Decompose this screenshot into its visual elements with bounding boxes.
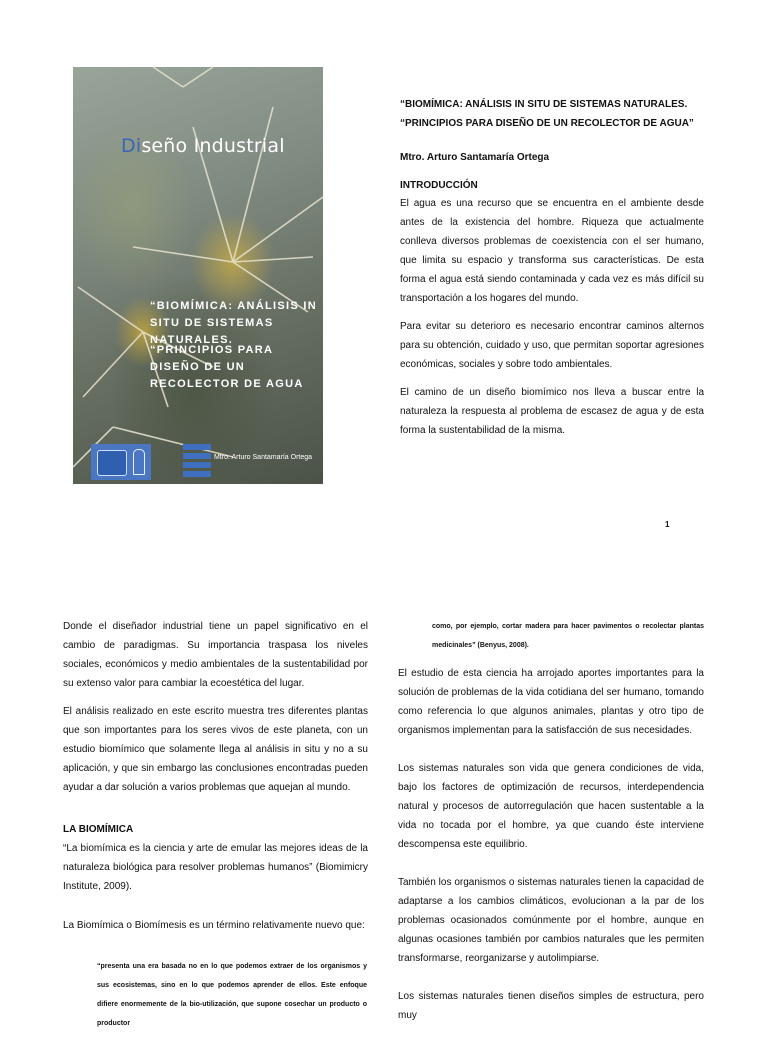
paragraph: La Biomímica o Biomímesis es un término relativamente nuevo que: [63, 920, 365, 931]
cover-subtitle-1: “BIOMÍMICA: ANÁLISIS IN SITU DE SISTEMAS NATURALES. [150, 300, 317, 346]
cactus-spines-graphic [73, 67, 323, 484]
paragraph: El análisis realizado en este escrito muestra tres diferentes plantas que son importantes para los seres vivos de este planeta, con un estudio biomímico que solamente llega al análisis in situ y no a su aplicación, y que sin embargo las conclusiones encontradas pueden ayudar a dar solución a varios problemas que aquejan al mundo. [63, 706, 368, 793]
cover-author: Mtro. Arturo Santamaría Ortega [214, 454, 313, 461]
paragraph: También los organismos o sistemas naturales tienen la capacidad de adaptarse a los cambios climáticos, evolucionan a la par de los problemas ocasionados comúnmente por el hombre, aunque en algunas ocasiones también por cambios naturales que les permiten transformarse, reorganizarse y autolimpiarse. [398, 877, 704, 964]
block-quote-continuation: como, por ejemplo, cortar madera para hacer pavimentos o recolectar plantas medicinales” (Benyus, 2008). [432, 623, 704, 649]
paragraph: Para evitar su deterioro es necesario encontrar caminos alternos para su obtención, cuidado y uso, que permitan soportar agresiones económicas, sociales y sobre todo ambientales. [400, 321, 704, 370]
section-heading-introduccion: INTRODUCCIÓN [400, 180, 478, 191]
document-title [400, 95, 720, 133]
page2-left-column [63, 617, 368, 944]
title-line-1: “BIOMÍMICA: ANÁLISIS IN SITU DE SISTEMAS NATURALES. [400, 99, 688, 110]
paragraph: Los sistemas naturales son vida que genera condiciones de vida, bajo los factores de optimización de recursos, interdependencia natural y procesos de autorregulación que hacen sustentable a la vida no tocada por el hombre, ya que cuando éste interviene descompensa este equilibrio. [398, 763, 704, 850]
section-heading-biomimica: LA BIOMÍMICA [63, 824, 134, 835]
page2-right-column [398, 664, 704, 1044]
page-number: 1 [665, 520, 670, 529]
cover-subtitle-2: “PRINCIPIOS PARA DISEÑO DE UN RECOLECTOR DE AGUA [150, 344, 304, 390]
paragraph: Los sistemas naturales tienen diseños simples de estructura, pero muy [398, 991, 704, 1021]
stripes-logo-icon [183, 444, 211, 478]
paragraph: El estudio de esta ciencia ha arrojado aportes importantes para la solución de problemas de la vida cotidiana del ser humano, tomando como referencia lo que algunos animales, plantas y otro tipo de organismos implementan para la satisfacción de sus necesidades. [398, 668, 704, 736]
cover-image [73, 67, 323, 484]
university-logo [91, 444, 151, 480]
paragraph: Donde el diseñador industrial tiene un papel significativo en el cambio de paradigmas. Su importancia traspasa los niveles sociales, económicos y medio ambientales de la sustentabilidad por su extenso valor para cambiar la ecoestética del lugar. [63, 621, 368, 689]
paragraph: “La biomímica es la ciencia y arte de emular las mejores ideas de la naturaleza biológica para resolver problemas humanos” (Biomimicry Institute, 2009). [63, 843, 368, 892]
paragraph: El agua es una recurso que se encuentra en el ambiente desde antes de la existencia del hombre. Riqueza que actualmente conlleva diversos problemas de coexistencia con el ser humano, que limita su espacio y transforma sus características. De esta forma el agua está siendo contaminada y cada vez es más difícil su transportación a los hogares del mundo. [400, 198, 704, 304]
block-quote: “presenta una era basada no en lo que podemos extraer de los organismos y sus ecosistemas, sino en lo que podemos aprender de ellos. Este enfoque difiere enormemente de la bio-utilización, que supone cosechar un producto o productor [97, 963, 367, 1027]
cover-title: Diseño Industrial [121, 135, 285, 157]
paragraph: El camino de un diseño biomímico nos lleva a buscar entre la naturaleza la respuesta al problema de escasez de agua y de esta forma la sustentabilidad de la misma. [400, 387, 704, 436]
author-name: Mtro. Arturo Santamaría Ortega [400, 152, 550, 163]
introduction-body [400, 194, 704, 449]
seal-icon [97, 450, 127, 476]
figure-icon [133, 449, 145, 475]
title-line-2: “PRINCIPIOS PARA DISEÑO DE UN RECOLECTOR DE AGUA” [400, 118, 694, 129]
